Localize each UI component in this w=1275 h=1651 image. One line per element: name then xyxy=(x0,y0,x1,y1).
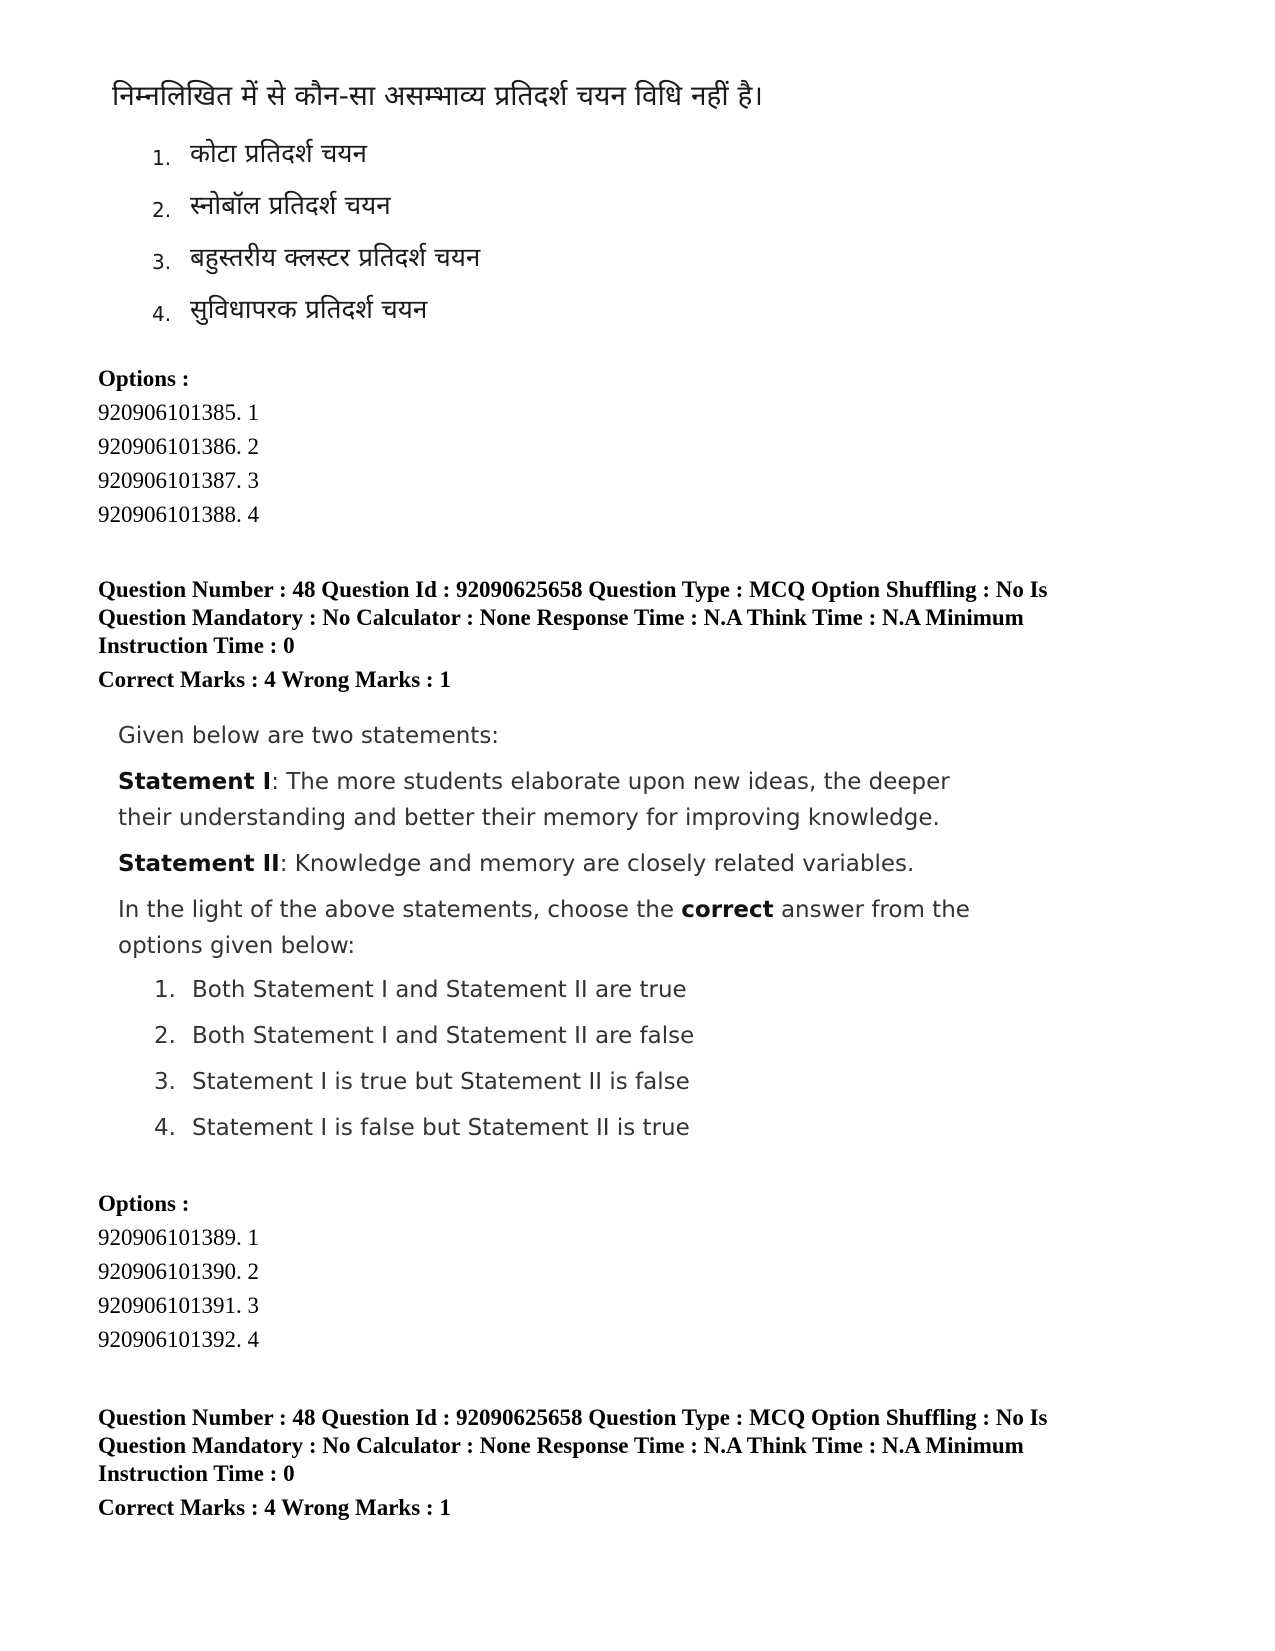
option-item: 920906101386. 2 xyxy=(98,434,259,459)
hindi-question-text: निम्नलिखित में से कौन-सा असम्भाव्य प्रतिदर्श चयन विधि नहीं है। xyxy=(112,79,763,112)
choice-text: सुविधापरक प्रतिदर्श चयन xyxy=(190,295,428,325)
options-heading: Options : xyxy=(98,1191,190,1216)
meta-line: Question Mandatory : No Calculator : None Response Time : N.A Think Time : N.A Minimum xyxy=(98,605,1024,630)
meta-line: Question Number : 48 Question Id : 92090625658 Question Type : MCQ Option Shuffling : No Is xyxy=(98,1405,1048,1430)
english-choice-item xyxy=(154,1108,978,1154)
choice-text: Both Statement I and Statement II are false xyxy=(192,1023,695,1049)
meta-line: Question Mandatory : No Calculator : None Response Time : N.A Think Time : N.A Minimum xyxy=(98,1433,1024,1458)
hindi-choice-item xyxy=(152,186,812,238)
hindi-choice-list xyxy=(112,134,812,342)
hindi-question-block xyxy=(112,76,812,342)
hindi-choice-item xyxy=(152,134,812,186)
meta-line: Question Number : 48 Question Id : 92090625658 Question Type : MCQ Option Shuffling : No Is xyxy=(98,577,1048,602)
instruction-text: answer from the options given below: xyxy=(118,897,970,959)
choice-number: 1. xyxy=(152,146,172,170)
statement-one xyxy=(118,764,978,836)
meta-line: Instruction Time : 0 xyxy=(98,1461,295,1486)
choice-text: Statement I is true but Statement II is false xyxy=(192,1069,690,1095)
choice-number: 2. xyxy=(154,1023,176,1049)
statement-one-label: Statement I xyxy=(118,769,272,795)
instruction-bold: correct xyxy=(681,897,774,923)
options-block xyxy=(98,1187,259,1357)
option-item: 920906101390. 2 xyxy=(98,1259,259,1284)
choice-number: 4. xyxy=(154,1115,176,1141)
english-choice-list xyxy=(118,970,978,1154)
choice-text: Statement I is false but Statement II is true xyxy=(192,1115,690,1141)
option-item: 920906101392. 4 xyxy=(98,1327,259,1352)
option-item: 920906101388. 4 xyxy=(98,502,259,527)
question-meta xyxy=(98,1404,1188,1522)
english-choice-item xyxy=(154,1062,978,1108)
meta-line: Instruction Time : 0 xyxy=(98,633,295,658)
english-question-block xyxy=(118,718,978,1154)
choice-text: बहुस्तरीय क्लस्टर प्रतिदर्श चयन xyxy=(190,243,481,273)
instruction-text: In the light of the above statements, choose the xyxy=(118,897,682,923)
statement-two-label: Statement II xyxy=(118,851,280,877)
choice-text: Both Statement I and Statement II are true xyxy=(192,977,687,1003)
hindi-choice-item xyxy=(152,238,812,290)
statement-one-text: : The more students elaborate upon new ideas, the deeper their understanding and better their memory for improving knowledge. xyxy=(118,769,950,831)
option-item: 920906101391. 3 xyxy=(98,1293,259,1318)
choice-number: 1. xyxy=(154,977,176,1003)
question-instruction xyxy=(118,892,978,964)
question-meta xyxy=(98,576,1188,694)
options-block xyxy=(98,362,259,532)
english-choice-item xyxy=(154,970,978,1016)
option-item: 920906101387. 3 xyxy=(98,468,259,493)
marks-line: Correct Marks : 4 Wrong Marks : 1 xyxy=(98,667,451,692)
choice-number: 3. xyxy=(154,1069,176,1095)
choice-number: 4. xyxy=(152,302,172,326)
statement-two xyxy=(118,846,978,882)
option-item: 920906101389. 1 xyxy=(98,1225,259,1250)
statement-two-text: : Knowledge and memory are closely related variables. xyxy=(279,851,915,877)
option-item: 920906101385. 1 xyxy=(98,400,259,425)
question-intro: Given below are two statements: xyxy=(118,723,500,749)
choice-text: स्नोबॉल प्रतिदर्श चयन xyxy=(190,191,391,221)
options-heading: Options : xyxy=(98,366,190,391)
choice-text: कोटा प्रतिदर्श चयन xyxy=(190,139,367,169)
choice-number: 3. xyxy=(152,250,172,274)
hindi-choice-item xyxy=(152,290,812,342)
english-choice-item xyxy=(154,1016,978,1062)
choice-number: 2. xyxy=(152,198,172,222)
marks-line: Correct Marks : 4 Wrong Marks : 1 xyxy=(98,1495,451,1520)
